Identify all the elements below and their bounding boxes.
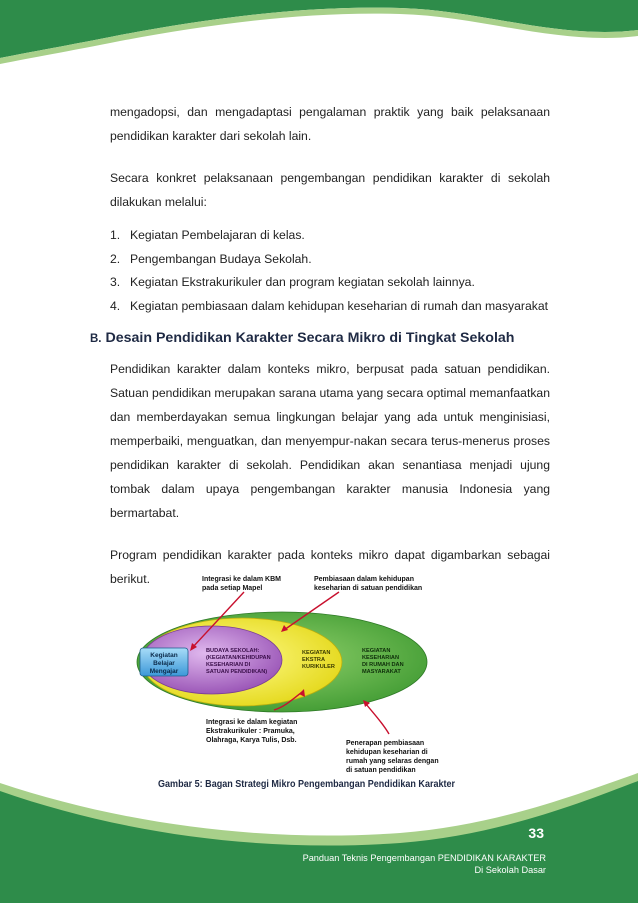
kbm-box-label: Kegiatan [150,652,178,659]
footer-line: Di Sekolah Dasar [474,865,546,875]
header-decoration [0,0,638,72]
rumah-label: MASYARAKAT [362,669,401,675]
ekstra-label: KEGIATAN [302,650,331,656]
label-penerapan: kehidupan keseharian di [346,749,428,756]
label-ekstra: Olahraga, Karya Tulis, Dsb. [206,737,297,744]
list-item: 4. Kegiatan pembiasaan dalam kehidupan keseharian di rumah dan masyarakat [110,298,549,313]
rumah-label: KESEHARIAN [362,655,399,661]
list-item: 2. Pengembangan Budaya Sekolah. [110,251,312,266]
footer-text [303,852,546,876]
label-ekstra: Integrasi ke dalam kegiatan [206,719,298,726]
section-title: Desain Pendidikan Karakter Secara Mikro di Tingkat Sekolah [105,330,515,346]
kbm-box-label: Belajar [153,660,175,667]
rumah-label: KEGIATAN [362,648,391,654]
footer-line: Panduan Teknis Pengembangan PENDIDIKAN KARAKTER [302,853,546,863]
ekstra-label: KURIKULER [302,664,335,670]
list-item: 1. Kegiatan Pembelajaran di kelas. [110,228,305,242]
paragraph: Secara konkret pelaksanaan pengembangan pendidikan karakter di sekolah dilakukan melalui: [110,171,550,209]
rumah-label: DI RUMAH DAN [362,662,404,668]
paragraph: mengadopsi, dan mengadaptasi pengalaman praktik yang baik pelaksanaan pendidikan karakter dari sekolah lain. [110,105,550,143]
budaya-label: BUDAYA SEKOLAH: [206,648,260,654]
budaya-label: SATUAN PENDIDIKAN) [206,669,268,675]
kbm-box-label: Mengajar [149,668,179,675]
strategy-diagram [134,572,444,780]
list-item: 3. Kegiatan Ekstrakurikuler dan program kegiatan sekolah lainnya. [110,275,475,289]
section-heading [90,330,514,346]
page-number: 33 [528,825,544,841]
intro-text [110,100,550,318]
label-ekstra: Ekstrakurikuler : Pramuka, [206,728,295,735]
ekstra-label: EKSTRA [302,657,325,663]
label-kbm: Integrasi ke dalam KBM [202,576,281,583]
numbered-list [110,224,550,318]
label-kbm: pada setiap Mapel [202,585,263,592]
label-pembiasaan: Pembiasaan dalam kehidupan [314,576,414,583]
paragraph: Program pendidikan karakter pada konteks mikro dapat digambarkan sebagai berikut. [110,548,550,586]
budaya-label: (KEGIATAN/KEHIDUPAN [206,655,271,661]
label-penerapan: Penerapan pembiasaan [346,740,425,747]
section-letter: B. [90,333,102,345]
paragraph: Pendidikan karakter dalam konteks mikro, berpusat pada satuan pendidikan. Satuan pendidikan merupakan sarana utama yang secara optimal memanfaatkan dan memberdayakan semua lingkungan belajar yang ada untuk menginisiasi, memperbaiki, menguatkan, dan menyempur-nakan secara terus-menerus proses pendidikan karakter di sekolah. Pendidikan akan senantiasa menjadi ujung tombak dalam upaya pengembangan karakter manusia Indonesia yang bermartabat. [110,362,550,520]
label-penerapan: rumah yang selaras dengan [346,758,439,765]
figure-caption: Gambar 5: Bagan Strategi Mikro Pengembangan Pendidikan Karakter [158,778,456,790]
budaya-label: KESEHARIAN DI [206,662,251,668]
label-pembiasaan: keseharian di satuan pendidikan [314,585,423,592]
arrow-penerapan [366,704,389,734]
label-penerapan: di satuan pendidikan [346,767,416,774]
